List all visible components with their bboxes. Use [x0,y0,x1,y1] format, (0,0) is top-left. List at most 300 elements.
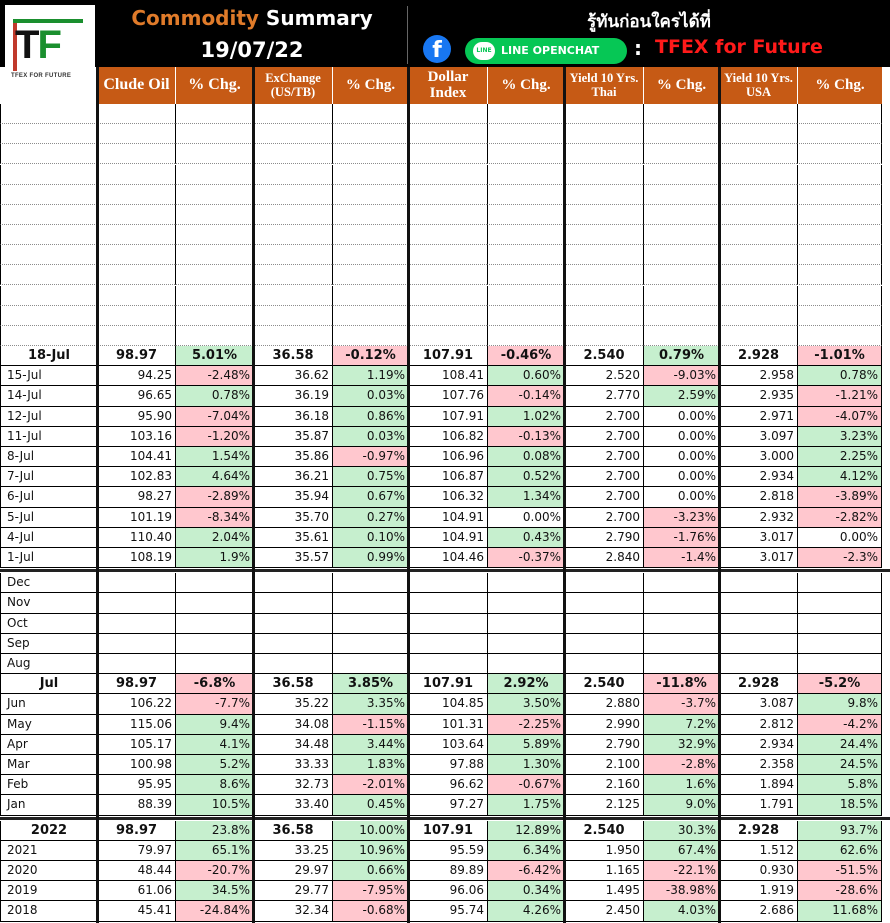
value-cell: 33.40 [253,795,332,815]
value-cell: 101.31 [408,715,487,735]
empty-cell [97,104,175,124]
pct-change-cell: 9.8% [797,694,882,714]
row-label: 2019 [0,881,97,901]
value-cell: 98.97 [97,821,175,841]
pct-change-cell: 2.04% [175,528,253,548]
empty-cell [0,104,97,124]
empty-cell [97,265,175,285]
value-cell: 2.540 [564,674,643,694]
pct-change-cell: 4.1% [175,735,253,755]
value-cell [719,573,797,593]
value-cell [97,614,175,634]
value-cell: 2.958 [719,366,797,386]
empty-cell [564,104,643,124]
blank-row [0,286,890,306]
empty-cell [97,306,175,326]
value-cell: 2.932 [719,508,797,528]
pct-change-cell: 4.03% [643,901,719,921]
empty-cell [643,225,719,245]
pct-change-cell: 18.5% [797,795,882,815]
value-cell: 33.33 [253,755,332,775]
pct-change-cell: 0.75% [332,467,408,487]
value-cell: 36.18 [253,407,332,427]
row-label: Apr [0,735,97,755]
empty-cell [332,185,408,205]
section-divider [0,817,890,820]
empty-cell [253,165,332,185]
value-cell: 98.97 [97,674,175,694]
pct-change-cell: 10.96% [332,841,408,861]
pct-change-cell: -3.89% [797,487,882,507]
value-cell: 2.990 [564,715,643,735]
empty-cell [408,185,487,205]
pct-change-cell: 0.00% [643,447,719,467]
pct-change-cell [643,573,719,593]
blank-row [0,144,890,164]
value-cell: 101.19 [97,508,175,528]
value-cell: 96.62 [408,775,487,795]
blank-row [0,124,890,144]
promo-colon: : [634,36,642,60]
empty-cell [797,225,882,245]
table-row [0,548,890,568]
pct-change-cell [332,573,408,593]
pct-change-cell [487,654,564,674]
column-header: Yield 10 Yrs. Thai [565,67,643,104]
value-cell [408,654,487,674]
empty-cell [332,104,408,124]
value-cell [97,654,175,674]
value-cell: 104.85 [408,694,487,714]
table-row [0,821,890,841]
empty-cell [719,165,797,185]
value-cell [253,593,332,613]
table-row [0,593,890,613]
pct-change-cell: -1.76% [643,528,719,548]
pct-change-cell: -3.23% [643,508,719,528]
empty-cell [97,144,175,164]
value-cell: 2.818 [719,487,797,507]
value-cell [253,573,332,593]
empty-cell [0,225,97,245]
table-row [0,755,890,775]
value-cell: 35.22 [253,694,332,714]
value-cell: 106.32 [408,487,487,507]
column-header: Yield 10 Yrs. USA [720,67,797,104]
pct-change-cell: -22.1% [643,861,719,881]
title-summary: Summary [265,6,373,30]
empty-cell [487,286,564,306]
table-row [0,674,890,694]
value-cell: 3.017 [719,528,797,548]
value-cell: 2.540 [564,346,643,366]
empty-cell [643,306,719,326]
value-cell: 100.98 [97,755,175,775]
empty-cell [175,286,253,306]
pct-change-cell: 1.54% [175,447,253,467]
value-cell [97,573,175,593]
pct-change-cell: 0.78% [175,386,253,406]
row-label: 7-Jul [0,467,97,487]
value-cell: 88.39 [97,795,175,815]
value-cell [719,614,797,634]
empty-cell [253,225,332,245]
value-cell: 35.86 [253,447,332,467]
value-cell: 2.125 [564,795,643,815]
value-cell: 2.700 [564,427,643,447]
pct-change-cell: 0.99% [332,548,408,568]
pct-change-cell: 30.3% [643,821,719,841]
empty-cell [0,205,97,225]
pct-change-cell: 1.6% [643,775,719,795]
empty-cell [487,306,564,326]
pct-change-cell: -6.42% [487,861,564,881]
pct-change-cell: -4.2% [797,715,882,735]
empty-cell [0,306,97,326]
pct-change-cell: 0.86% [332,407,408,427]
empty-cell [408,144,487,164]
value-cell: 2.450 [564,901,643,921]
value-cell: 95.59 [408,841,487,861]
table-row [0,901,890,921]
value-cell [253,654,332,674]
blank-row [0,205,890,225]
pct-change-cell: 3.85% [332,674,408,694]
pct-change-cell: 0.52% [487,467,564,487]
value-cell: 2.770 [564,386,643,406]
value-cell: 35.87 [253,427,332,447]
value-cell: 45.41 [97,901,175,921]
pct-change-cell: 0.03% [332,427,408,447]
pct-change-cell: -0.97% [332,447,408,467]
value-cell: 36.58 [253,674,332,694]
value-cell [719,654,797,674]
value-cell [719,634,797,654]
empty-cell [797,185,882,205]
pct-change-cell: 0.78% [797,366,882,386]
pct-change-cell: -20.7% [175,861,253,881]
row-label: 1-Jul [0,548,97,568]
value-cell: 97.27 [408,795,487,815]
blank-row [0,185,890,205]
empty-cell [564,225,643,245]
pct-change-cell: 10.5% [175,795,253,815]
pct-change-cell: 0.00% [643,467,719,487]
column-header: % Chg. [488,67,564,104]
empty-cell [797,286,882,306]
pct-change-cell: -2.25% [487,715,564,735]
pct-change-cell [643,593,719,613]
empty-cell [564,185,643,205]
table-row [0,386,890,406]
group-divider [563,67,566,923]
pct-change-cell: -1.20% [175,427,253,447]
pct-change-cell [175,654,253,674]
pct-change-cell [332,634,408,654]
table-row [0,634,890,654]
pct-change-cell: 0.27% [332,508,408,528]
pct-change-cell [797,573,882,593]
table-row [0,795,890,815]
empty-cell [175,306,253,326]
empty-cell [253,124,332,144]
table-row [0,881,890,901]
value-cell: 105.17 [97,735,175,755]
table-row [0,861,890,881]
empty-cell [408,165,487,185]
empty-cell [487,205,564,225]
pct-change-cell: -1.4% [643,548,719,568]
empty-cell [253,205,332,225]
pct-change-cell: 1.02% [487,407,564,427]
pct-change-cell: -0.13% [487,427,564,447]
section-divider [0,569,890,572]
pct-change-cell: 34.5% [175,881,253,901]
value-cell: 32.34 [253,901,332,921]
empty-cell [719,245,797,265]
empty-cell [0,165,97,185]
pct-change-cell: 2.25% [797,447,882,467]
value-cell: 35.61 [253,528,332,548]
pct-change-cell: 0.60% [487,366,564,386]
pct-change-cell: -51.5% [797,861,882,881]
pct-change-cell: 0.00% [643,407,719,427]
value-cell: 108.41 [408,366,487,386]
blank-row [0,306,890,326]
empty-cell [0,265,97,285]
value-cell: 2.700 [564,487,643,507]
empty-cell [175,265,253,285]
value-cell: 2.540 [564,821,643,841]
empty-cell [643,104,719,124]
value-cell: 95.74 [408,901,487,921]
row-label: Aug [0,654,97,674]
value-cell [253,614,332,634]
value-cell: 96.65 [97,386,175,406]
value-cell: 0.930 [719,861,797,881]
blank-row [0,265,890,285]
group-divider [407,67,410,923]
value-cell: 34.08 [253,715,332,735]
pct-change-cell [487,634,564,654]
value-cell: 2.928 [719,346,797,366]
empty-cell [253,326,332,346]
value-cell: 79.97 [97,841,175,861]
empty-cell [97,326,175,346]
pct-change-cell: -2.89% [175,487,253,507]
empty-cell [719,104,797,124]
table-row [0,427,890,447]
pct-change-cell [797,614,882,634]
value-cell: 36.58 [253,346,332,366]
promo-text: รู้ทันก่อนใครได้ที่ [587,12,711,32]
empty-cell [175,205,253,225]
pct-change-cell [643,654,719,674]
empty-cell [564,306,643,326]
empty-cell [175,225,253,245]
empty-cell [408,265,487,285]
value-cell: 107.76 [408,386,487,406]
row-label: 2022 [0,821,97,841]
row-label: 8-Jul [0,447,97,467]
pct-change-cell: 5.2% [175,755,253,775]
empty-cell [564,326,643,346]
pct-change-cell: -0.67% [487,775,564,795]
pct-change-cell: 1.30% [487,755,564,775]
pct-change-cell: -7.7% [175,694,253,714]
pct-change-cell: 0.45% [332,795,408,815]
row-label: 18-Jul [0,346,97,366]
empty-cell [643,165,719,185]
group-name: TFEX for Future [655,36,823,58]
row-label: Jun [0,694,97,714]
pct-change-cell: 3.44% [332,735,408,755]
empty-cell [253,265,332,285]
empty-cell [253,185,332,205]
value-cell: 48.44 [97,861,175,881]
empty-cell [719,306,797,326]
value-cell: 96.06 [408,881,487,901]
value-cell: 95.90 [97,407,175,427]
empty-cell [797,124,882,144]
empty-cell [719,326,797,346]
value-cell: 89.89 [408,861,487,881]
empty-cell [97,205,175,225]
empty-cell [487,144,564,164]
empty-cell [408,286,487,306]
pct-change-cell: -2.48% [175,366,253,386]
value-cell: 2.100 [564,755,643,775]
row-label: 2018 [0,901,97,921]
logo-letter-f: F [37,23,60,67]
value-cell: 2.790 [564,735,643,755]
value-cell: 106.82 [408,427,487,447]
row-label: 15-Jul [0,366,97,386]
pct-change-cell: 5.01% [175,346,253,366]
empty-cell [332,124,408,144]
pct-change-cell [175,634,253,654]
empty-cell [487,185,564,205]
value-cell: 2.935 [719,386,797,406]
pct-change-cell: 9.0% [643,795,719,815]
row-label: 4-Jul [0,528,97,548]
value-cell [408,593,487,613]
empty-cell [643,326,719,346]
column-header: % Chg. [798,67,882,104]
pct-change-cell: 4.64% [175,467,253,487]
pct-change-cell: 10.00% [332,821,408,841]
pct-change-cell: 67.4% [643,841,719,861]
value-cell: 2.520 [564,366,643,386]
value-cell: 104.46 [408,548,487,568]
table-row [0,614,890,634]
value-cell: 1.512 [719,841,797,861]
table-row [0,841,890,861]
report-date: 19/07/22 [200,38,304,62]
pct-change-cell: -0.37% [487,548,564,568]
value-cell: 104.91 [408,508,487,528]
facebook-icon[interactable]: f [423,35,451,63]
pct-change-cell: 0.66% [332,861,408,881]
line-openchat-label: LINE OPENCHAT [501,44,600,57]
empty-cell [332,265,408,285]
pct-change-cell: -0.14% [487,386,564,406]
pct-change-cell: -6.8% [175,674,253,694]
row-label: Feb [0,775,97,795]
pct-change-cell: 2.59% [643,386,719,406]
pct-change-cell [487,614,564,634]
value-cell: 36.19 [253,386,332,406]
value-cell: 2.880 [564,694,643,714]
value-cell: 106.87 [408,467,487,487]
pct-change-cell: 5.89% [487,735,564,755]
row-label: 5-Jul [0,508,97,528]
pct-change-cell: 93.7% [797,821,882,841]
value-cell: 2.934 [719,467,797,487]
row-label: 2021 [0,841,97,861]
value-cell: 2.840 [564,548,643,568]
table-row [0,694,890,714]
pct-change-cell [487,593,564,613]
empty-cell [0,326,97,346]
empty-cell [408,124,487,144]
value-cell: 34.48 [253,735,332,755]
pct-change-cell: -3.7% [643,694,719,714]
pct-change-cell [332,654,408,674]
empty-cell [487,225,564,245]
value-cell: 2.934 [719,735,797,755]
empty-cell [332,144,408,164]
value-cell: 107.91 [408,674,487,694]
empty-cell [175,124,253,144]
empty-cell [0,144,97,164]
empty-cell [97,185,175,205]
blank-row [0,245,890,265]
empty-cell [719,286,797,306]
empty-cell [175,104,253,124]
table-row [0,366,890,386]
pct-change-cell: 11.68% [797,901,882,921]
empty-cell [175,326,253,346]
value-cell: 2.686 [719,901,797,921]
empty-cell [564,205,643,225]
line-icon: LINE [473,42,495,60]
table-row [0,775,890,795]
value-cell: 1.495 [564,881,643,901]
value-cell: 1.919 [719,881,797,901]
pct-change-cell: -24.84% [175,901,253,921]
empty-cell [175,144,253,164]
table-row [0,528,890,548]
pct-change-cell: -5.2% [797,674,882,694]
pct-change-cell: 23.8% [175,821,253,841]
value-cell: 103.64 [408,735,487,755]
empty-cell [408,326,487,346]
value-cell: 2.700 [564,467,643,487]
value-cell: 1.894 [719,775,797,795]
pct-change-cell: 0.43% [487,528,564,548]
value-cell: 107.91 [408,407,487,427]
value-cell: 110.40 [97,528,175,548]
logo-letter-t: T [15,23,38,67]
value-cell [564,634,643,654]
pct-change-cell: -7.95% [332,881,408,901]
row-label: Sep [0,634,97,654]
value-cell [408,573,487,593]
blank-row [0,104,890,124]
pct-change-cell: 1.19% [332,366,408,386]
empty-cell [408,205,487,225]
